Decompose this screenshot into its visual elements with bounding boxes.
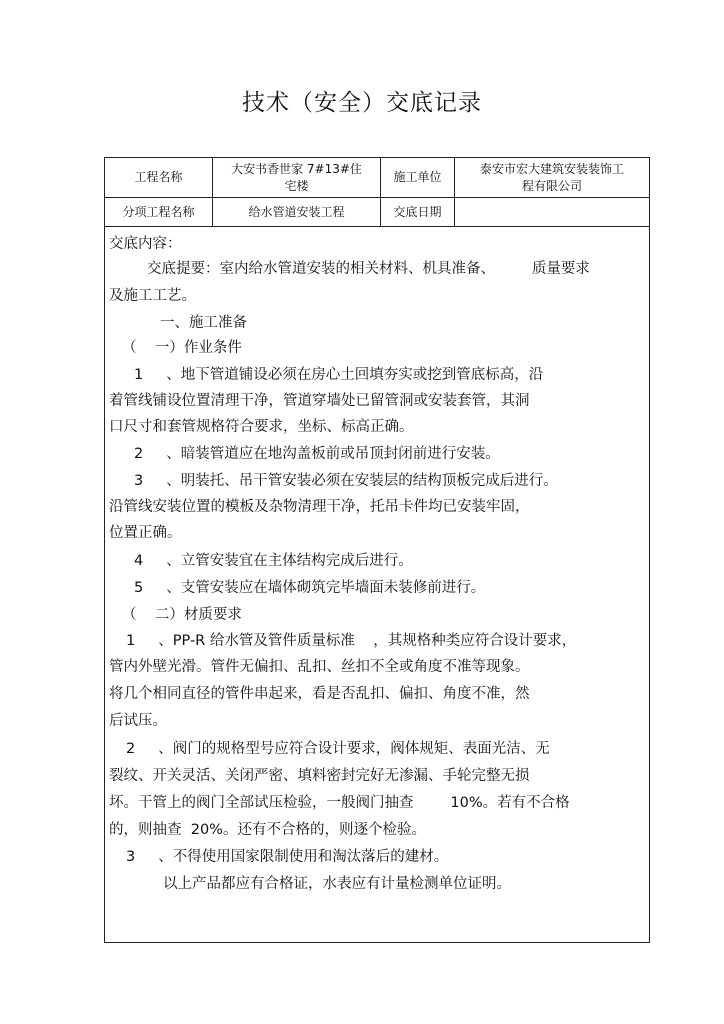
paragraph-line: 口尺寸和套管规格符合要求，坐标、标高正确。 [109, 419, 414, 435]
date-value [455, 198, 649, 226]
paragraph-line: 4 、立管安装宜在主体结构完成后进行。 [134, 553, 413, 569]
contractor-label: 施工单位 [393, 170, 442, 184]
subsection-title: （ 二）材质要求 [122, 607, 242, 623]
paragraph-line: 3 、不得使用国家限制使用和淘汰落后的建材。 [126, 849, 449, 865]
subsection-title: （ 一）作业条件 [122, 340, 242, 356]
paragraph-line: 沿管线安装位置的模板及杂物清理干净，托吊卡件均已安装牢固， [109, 499, 530, 515]
summary-line: 交底提要：室内给水管道安装的相关材料、机具准备、 质量要求 [147, 261, 590, 277]
paragraph-line: 管内外壁光滑。管件无偏扣、乱扣、丝扣不全或角度不准等现象。 [109, 659, 530, 675]
paragraph-line: 2 、暗装管道应在地沟盖板前或吊顶封闭前进行安装。 [134, 446, 500, 462]
project-name-value [213, 158, 380, 197]
date-label: 交底日期 [393, 204, 442, 219]
sub-project-value: 给水管道安装工程 [248, 204, 345, 219]
project-name-line-2: 宅楼 [284, 178, 309, 193]
closing-note: 以上产品都应有合格证，水表应有计量检测单位证明。 [163, 876, 511, 892]
paragraph-line: 3 、明装托、吊干管安装必须在安装层的结构顶板完成后进行。 [134, 473, 558, 489]
paragraph-line: 5 、支管安装应在墙体砌筑完毕墙面未装修前进行。 [134, 580, 486, 596]
paragraph-line: 的，则抽查 20%。还有不合格的，则逐个检验。 [109, 822, 426, 838]
summary-line: 及施工工艺。 [109, 288, 196, 304]
sub-project-label: 分项工程名称 [122, 204, 195, 219]
document-title: 技术（安全）交底记录 [242, 90, 482, 116]
paragraph-line: 后试压。 [109, 713, 167, 729]
project-name-label: 工程名称 [134, 170, 183, 184]
paragraph-line: 将几个相同直径的管件串起来，看是否乱扣、偏扣、角度不准，然 [109, 686, 530, 702]
section-title: 一、施工准备 [160, 315, 247, 331]
paragraph-line: 2 、阀门的规格型号应符合设计要求，阀体规矩、表面光洁、无 [126, 741, 550, 757]
paragraph-line: 位置正确。 [109, 525, 182, 541]
paragraph-line: 坏。干管上的阀门全部试压检验，一般阀门抽查 10%。若有不合格 [109, 795, 570, 811]
row-divider [105, 226, 649, 227]
contractor-line-2: 程有限公司 [521, 178, 582, 193]
paragraph-line: 着管线铺设位置清理干净，管道穿墙处已留管洞或安装套管，其洞 [109, 393, 530, 409]
contractor-line-1: 泰安市宏大建筑安装装饰工 [479, 161, 624, 176]
project-name-line-1: 大安书香世家 7#13#住 [231, 161, 362, 176]
paragraph-line: 裂纹、开关灵活、关闭严密、填料密封完好无渗漏、手轮完整无损 [109, 768, 530, 784]
paragraph-line: 1 、PP-R 给水管及管件质量标准 ，其规格种类应符合设计要求， [126, 633, 577, 649]
contractor-value [455, 158, 649, 197]
content-heading: 交底内容： [109, 236, 182, 252]
paragraph-line: 1 、地下管道铺设必须在房心土回填夯实或挖到管底标高，沿 [134, 367, 544, 383]
